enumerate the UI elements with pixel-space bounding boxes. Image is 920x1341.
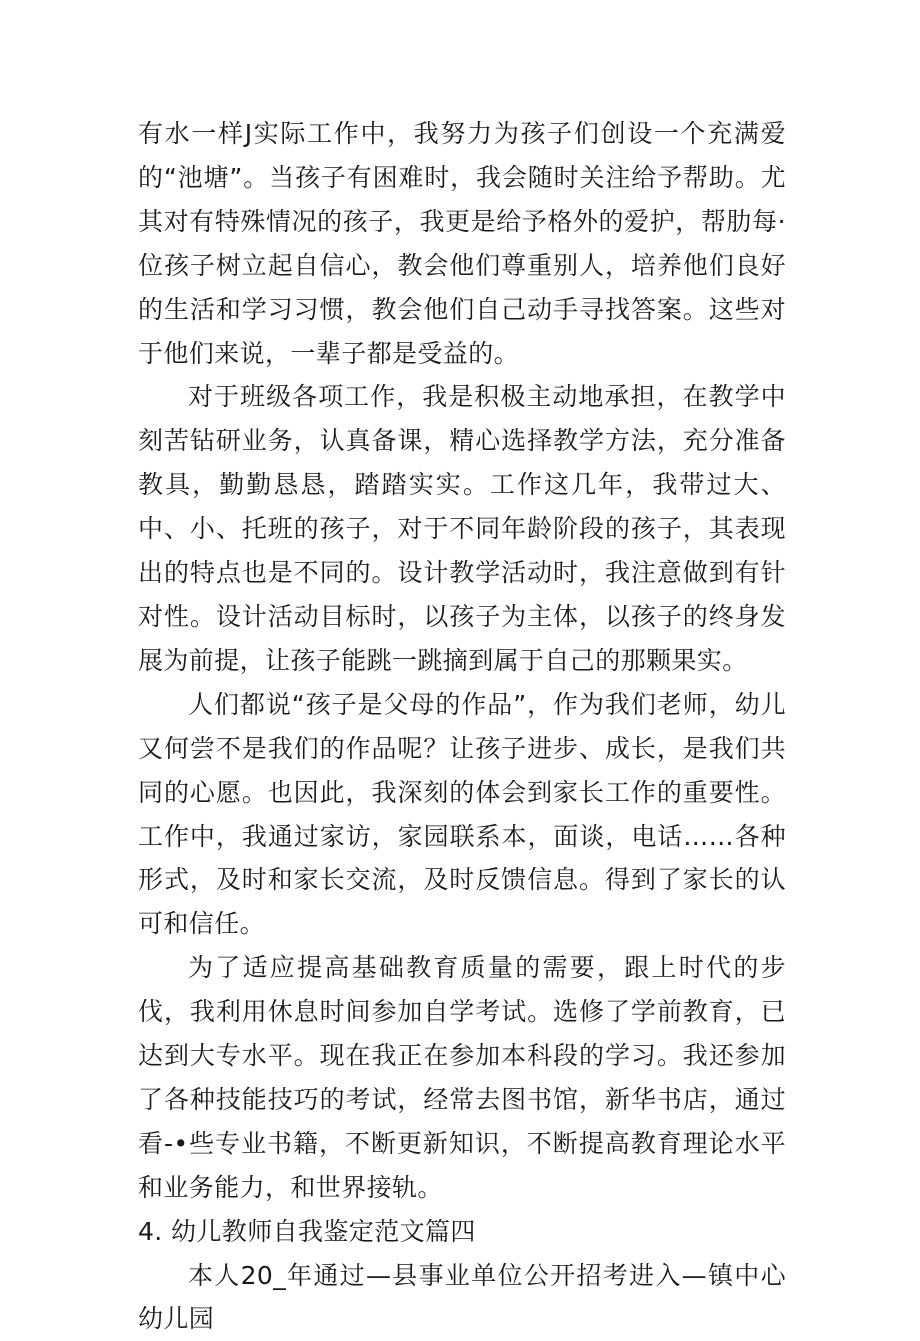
paragraph-5: 本人20_年通过—县事业单位公开招考进入—镇中心幼儿园 xyxy=(138,1260,786,1334)
paragraph-2: 对于班级各项工作，我是积极主动地承担，在教学中刻苦钻研业务，认真备课，精心选择教学方法，充分准备教具，勤勤恳恳，踏踏实实。工作这几年，我带过大、中、小、托班的孩子，对于不同年龄阶段的孩子，其表现出的特点也是不同的。设计教学活动时，我注意做到有针对性。设计活动目标时，以孩子为主体，以孩子的终身发展为前提，让孩子能跳一跳摘到属于自己的那颗果实。 xyxy=(138,382,786,675)
paragraph-3: 人们都说“孩子是父母的作品”，作为我们老师，幼儿又何尝不是我们的作品呢？让孩子进步、成长，是我们共同的心愿。也因此，我深刻的体会到家长工作的重要性。工作中，我通过家访，家园联系本，面谈，电话……各种形式，及时和家长交流，及时反馈信息。得到了家长的认可和信任。 xyxy=(138,689,786,939)
paragraph-4: 为了适应提高基础教育质量的需要，跟上时代的步伐，我利用休息时间参加自学考试。选修了学前教育，已达到大专水平。现在我正在参加本科段的学习。我还参加了各种技能技巧的考试，经常去图书馆，新华书店，通过看-•些专业书籍，不断更新知识，不断提高教育理论水平和业务能力，和世界接轨。 xyxy=(138,953,786,1202)
section-heading: 4. 幼儿教师自我鉴定范文篇四 xyxy=(138,1216,476,1246)
document-body xyxy=(138,112,786,1341)
paragraph-1: 有水一样J实际工作中，我努力为孩子们创设一个充满爱的“池塘”。当孩子有困难时，我会随时关注给予帮助。尤其对有特殊情况的孩子，我更是给予格外的爱护，帮肋每·位孩子树立起自信心，教会他们尊重别人，培养他们良好的生活和学习习惯，教会他们自己动手寻找答案。这些对于他们来说，一辈子都是受益的。 xyxy=(138,119,786,368)
